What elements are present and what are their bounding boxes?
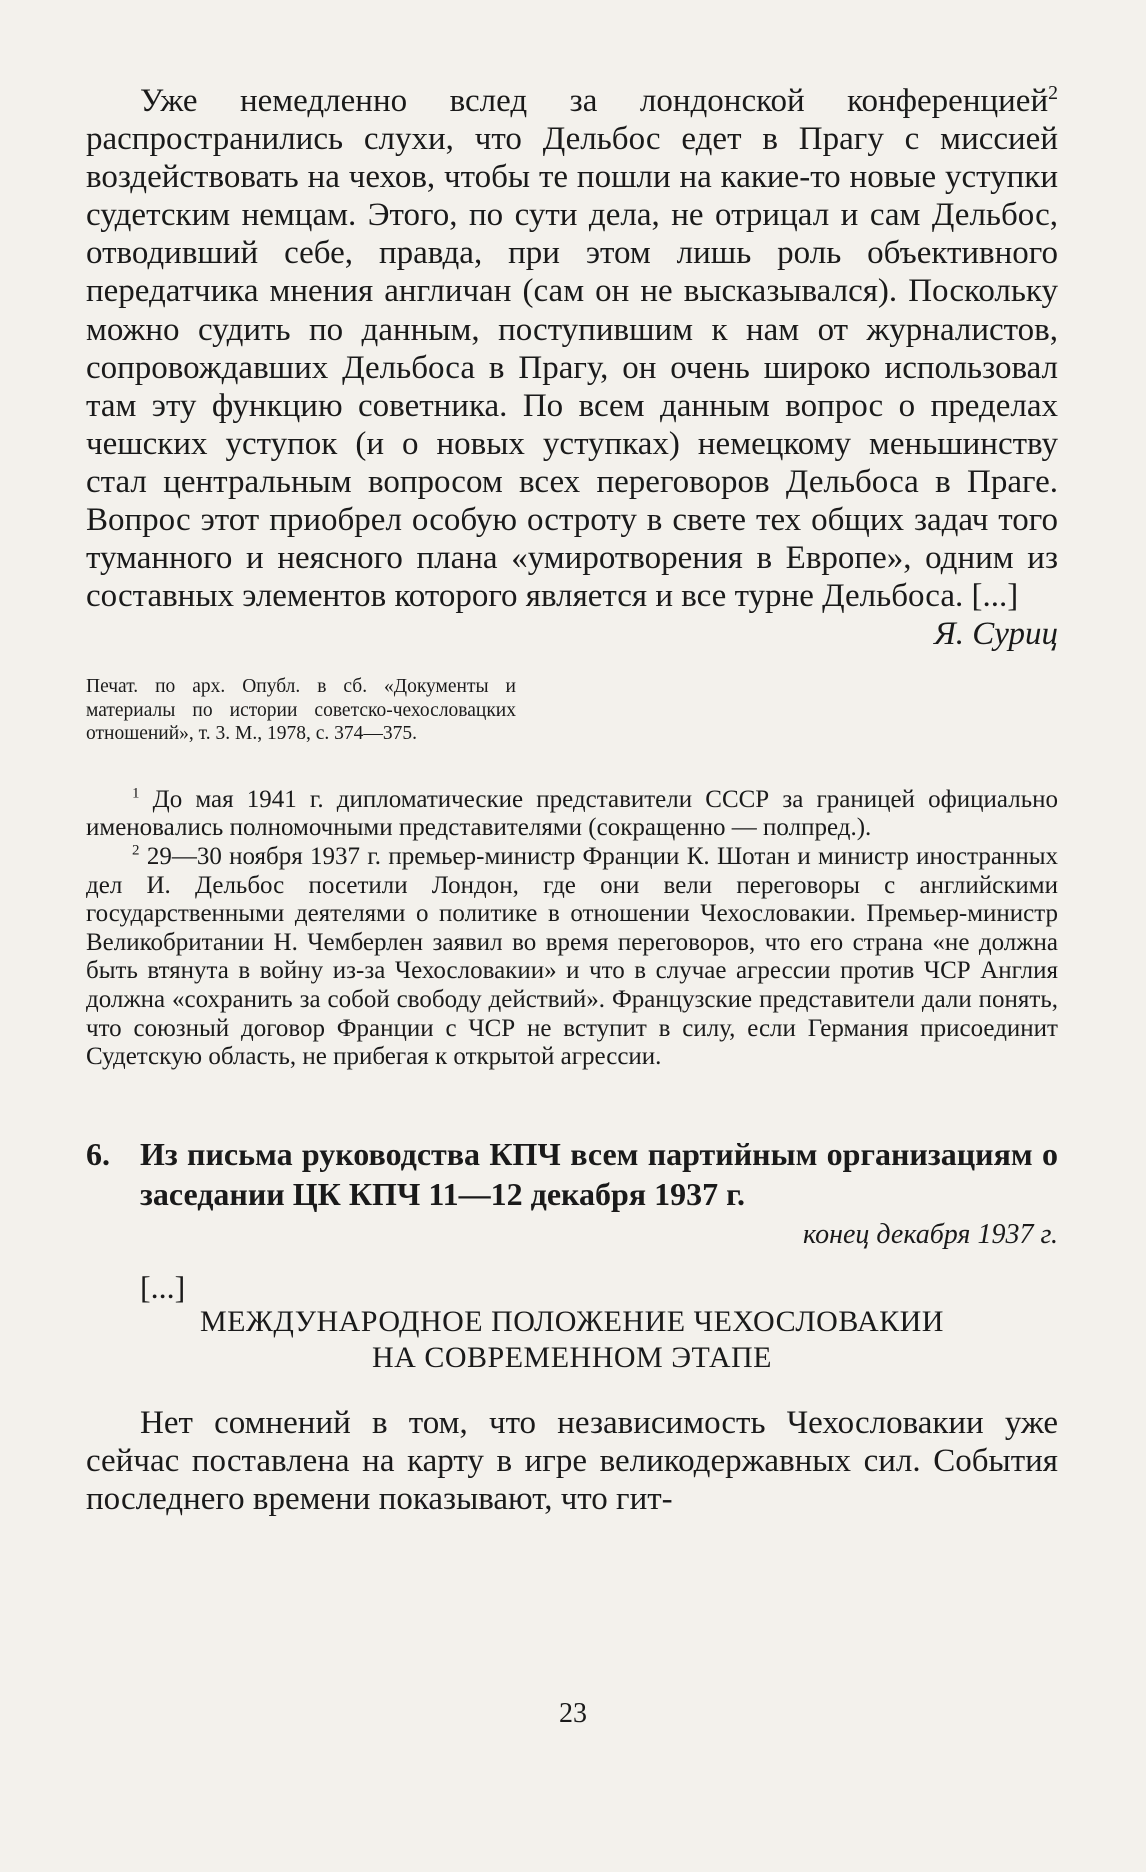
section-title-line: МЕЖДУНАРОДНОЕ ПОЛОЖЕНИЕ ЧЕХОСЛОВАКИИ <box>200 1304 944 1338</box>
document-number: 6. <box>86 1135 110 1172</box>
footnote-marker: 1 <box>132 785 140 802</box>
letter-paragraph <box>86 82 1058 615</box>
source-note: Печат. по арх. Опубл. в сб. «Документы и материалы по истории советско-чехословацких отношений», т. 3. М., 1978, с. 374—375. <box>86 676 516 745</box>
document-heading <box>86 1134 1058 1214</box>
section-title <box>86 1304 1058 1376</box>
footnote-text: 29—30 ноября 1937 г. премьер-министр Франции К. Шотан и министр иностранных дел И. Дельбос посетили Лондон, где они вели переговоры с английскими государственными деятелями о политике в отношении Чехословакии. Премьер-министр Великобритании Н. Чемберлен заявил во время переговоров, что его страна «не должна быть втянута в войну из-за Чехословакии» и что в случае агрессии против ЧСР Англия должна «сохранить за собой свободу действий». Французские представители дали понять, что союзный договор Франции с ЧСР не вступит в силу, если Германия присоединит Судетскую область, не прибегая к открытой агрессии. <box>86 843 1058 1071</box>
letter-text-rest: распространились слухи, что Дельбос едет в Прагу с миссией воздействовать на чехов, чтобы те пошли на какие-то новые уступки судетским немцам. Этого, по сути дела, не отрицал и сам Дельбос, отводивший себе, правда, при этом лишь роль объективного передатчика мнения англичан (сам он не высказывался). Поскольку можно судить по данным, поступившим к нам от журналистов, сопровождавших Дельбоса в Прагу, он очень широко использовал там эту функцию советника. По всем данным вопрос о пределах чешских уступок (и о новых уступках) немецкому меньшинству стал центральным вопросом всех переговоров Дельбоса в Праге. Вопрос этот приобрел особую остроту в свете тех общих задач того туманного и неясного плана «умиротворения в Европе», одним из составных элементов которого является и все турне Дельбоса. [...] <box>86 121 1058 615</box>
footnote-ref-2: 2 <box>1048 82 1058 104</box>
letter-text-start: Уже немедленно вслед за лондонской конференцией <box>140 83 1049 119</box>
signature: Я. Суриц <box>934 616 1058 653</box>
page-number: 23 <box>559 1698 587 1729</box>
footnote-text: До мая 1941 г. дипломатические представители СССР за границей официально именовались полномочными представителями (сокращенно — полпред.). <box>86 785 1058 842</box>
footnotes <box>86 786 1058 1072</box>
omission-mark: [...] <box>140 1268 186 1305</box>
document-text <box>86 1404 1058 1518</box>
document-title: Из письма руководства КПЧ всем партийным организациям о заседании ЦК КПЧ 11—12 декабря 1937 г. <box>140 1135 1058 1212</box>
footnote <box>86 786 1058 843</box>
letter-text <box>86 82 1058 615</box>
section-title-line: НА СОВРЕМЕННОМ ЭТАПЕ <box>372 1340 772 1374</box>
footnote-marker: 2 <box>132 842 140 859</box>
document-date: конец декабря 1937 г. <box>803 1218 1058 1250</box>
document-paragraph: Нет сомнений в том, что независимость Чехословакии уже сейчас поставлена на карту в игре великодержавных сил. События последнего времени показывают, что гит- <box>86 1404 1058 1517</box>
footnote <box>86 843 1058 1072</box>
